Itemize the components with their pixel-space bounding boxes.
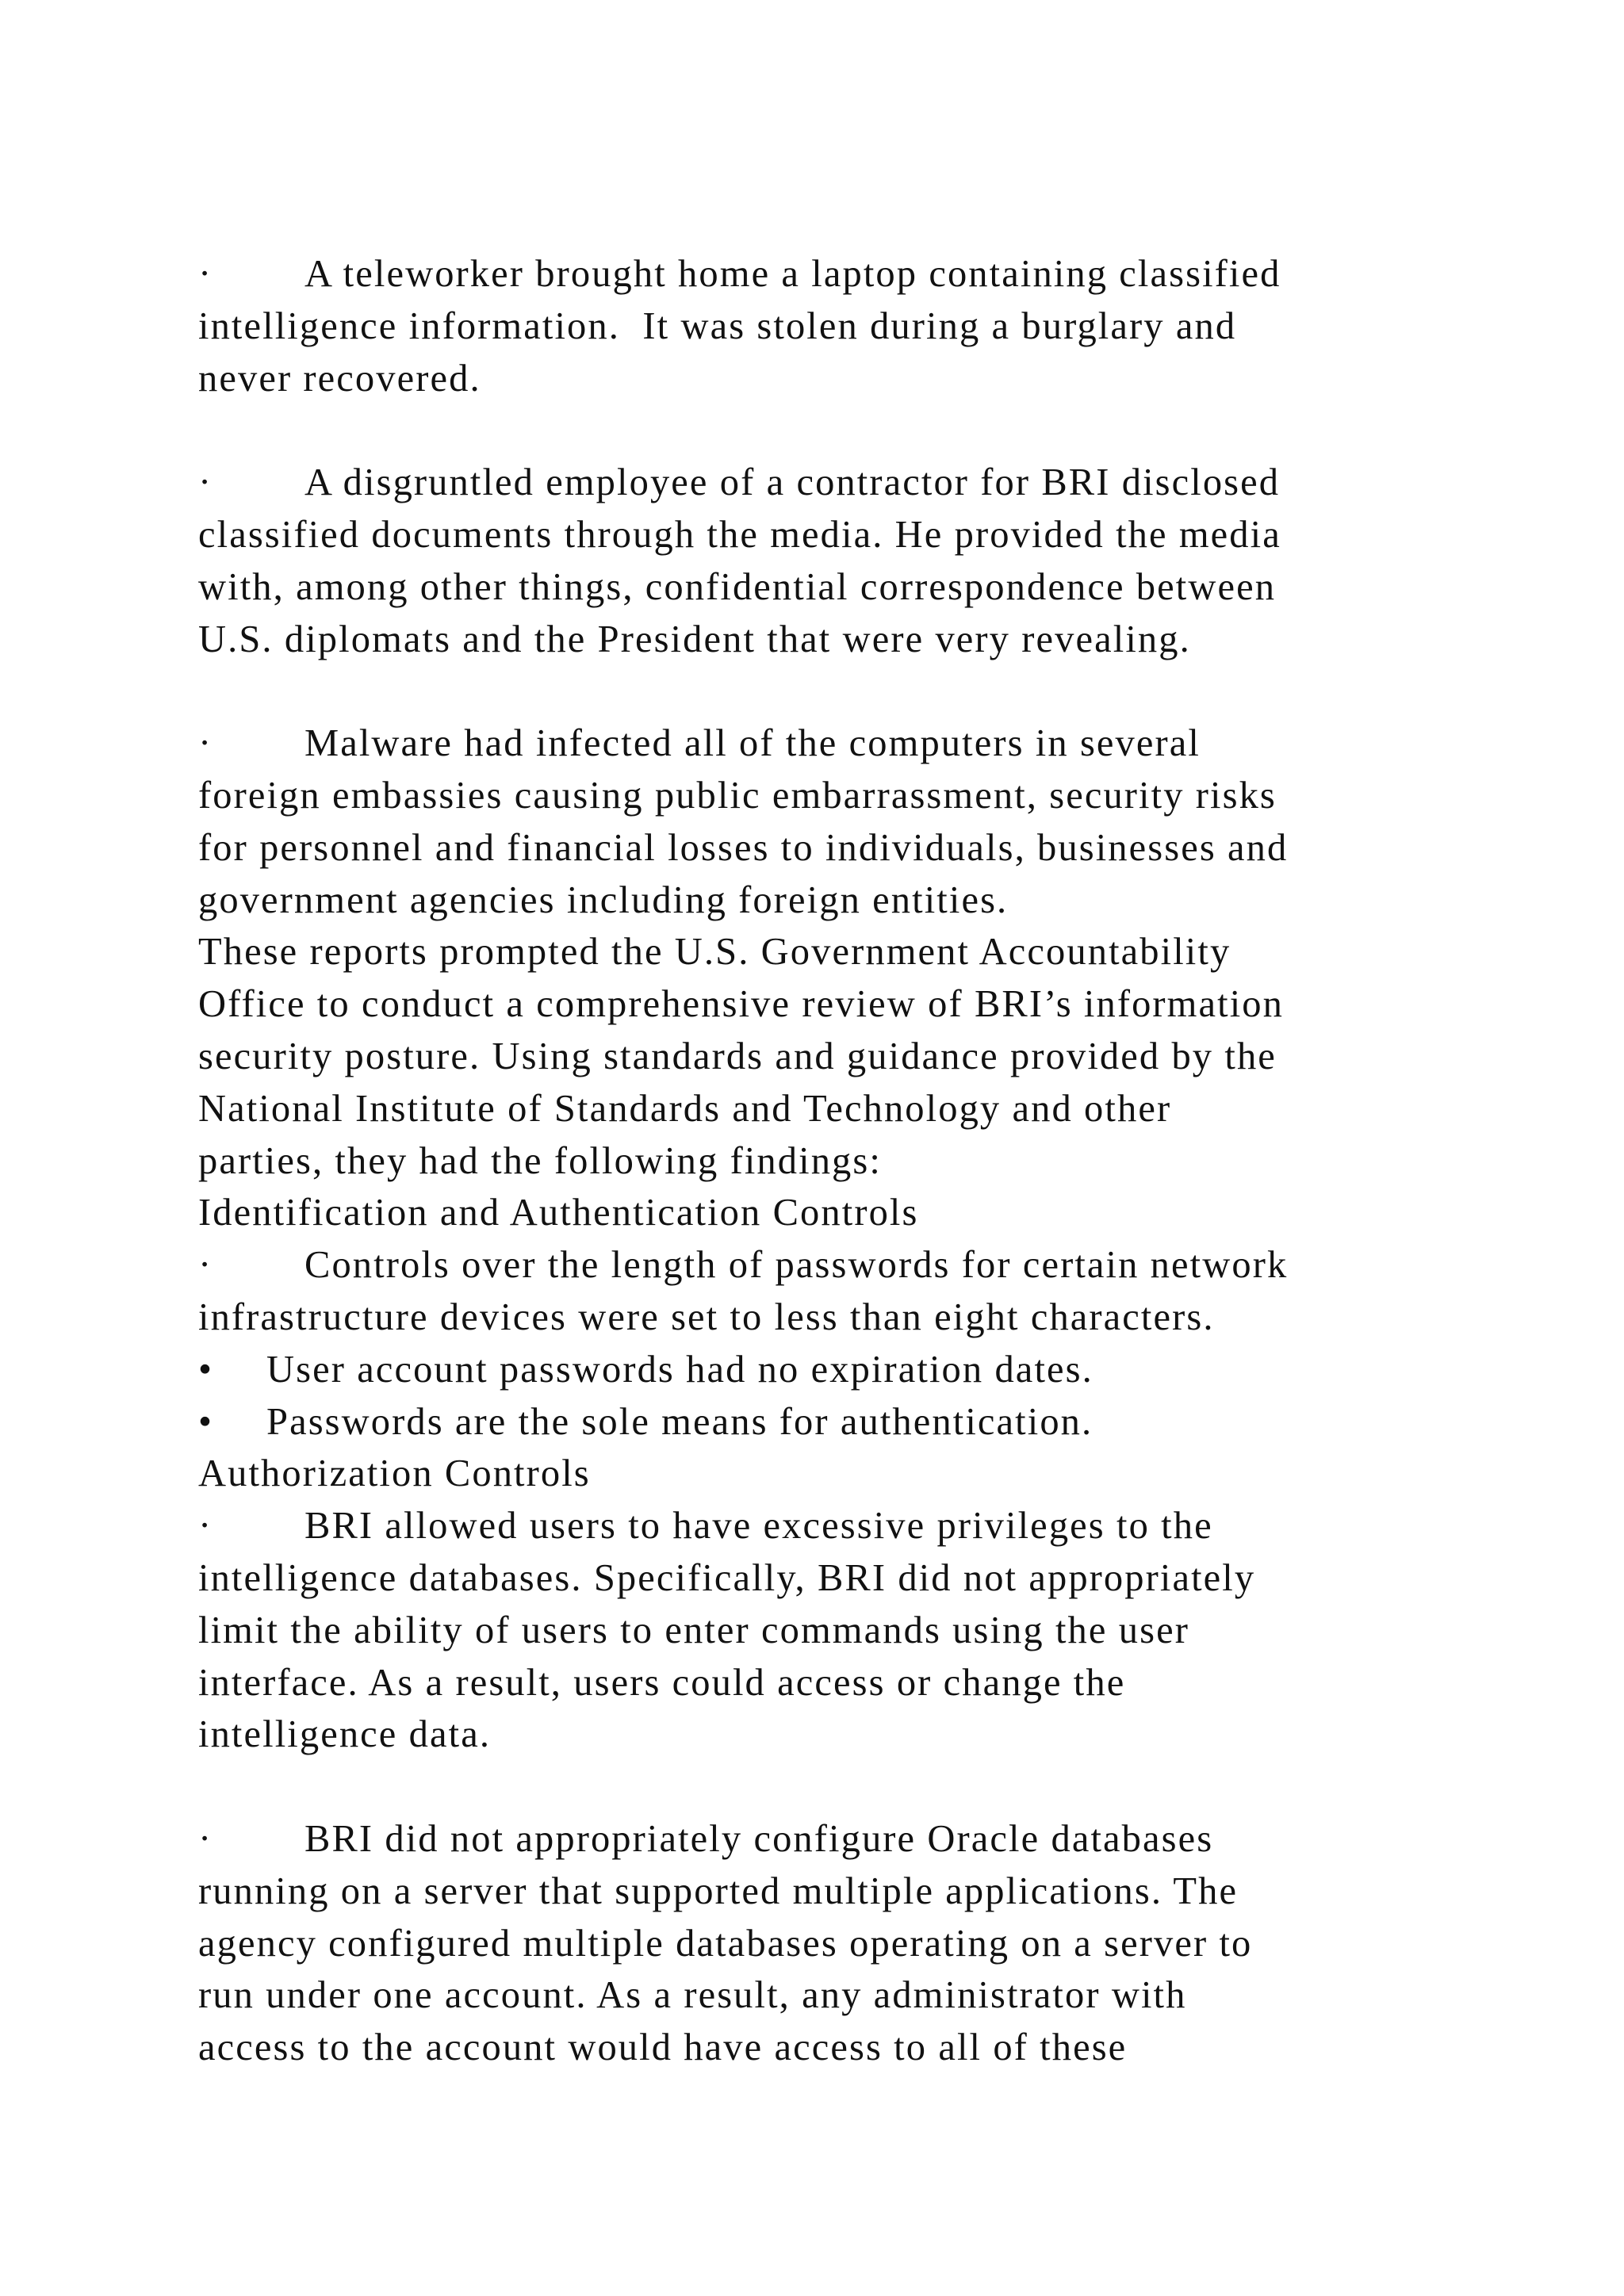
- paragraph: [198, 926, 1499, 1187]
- text-line: Office to conduct a comprehensive review of BRI’s information: [198, 983, 1284, 1026]
- section-heading: Identification and Authentication Controls: [198, 1192, 919, 1234]
- text-line: A teleworker brought home a laptop containing classified: [304, 253, 1281, 295]
- bullet-item: [198, 1813, 1499, 2074]
- paragraph-spacer: [198, 404, 1499, 457]
- text-line: Malware had infected all of the computers in several: [304, 722, 1201, 765]
- bullet-marker: ·: [198, 461, 213, 504]
- text-line: run under one account. As a result, any administrator with: [198, 1974, 1187, 2017]
- document-body: [198, 248, 1499, 2074]
- text-line: for personnel and financial losses to individuals, businesses and: [198, 826, 1289, 869]
- text-line: security posture. Using standards and guidance provided by the: [198, 1035, 1277, 1077]
- bullet-item: [198, 1344, 1499, 1396]
- text-line: intelligence databases. Specifically, BRI did not appropriately: [198, 1556, 1256, 1599]
- text-line: Passwords are the sole means for authentication.: [266, 1400, 1094, 1443]
- paragraph-spacer: [198, 1761, 1499, 1813]
- text-line: parties, they had the following findings:: [198, 1139, 882, 1182]
- paragraph-spacer: [198, 665, 1499, 718]
- section-heading: Authorization Controls: [198, 1452, 591, 1495]
- text-line: infrastructure devices were set to less than eight characters.: [198, 1295, 1215, 1338]
- bullet-marker: ·: [198, 1817, 213, 1860]
- bullet-item: [198, 718, 1499, 926]
- text-line: classified documents through the media. He provided the media: [198, 513, 1281, 556]
- bullet-marker: ·: [198, 722, 213, 765]
- text-line: agency configured multiple databases operating on a server to: [198, 1922, 1253, 1965]
- bullet-marker: •: [198, 1400, 214, 1443]
- bullet-item: [198, 1500, 1499, 1761]
- bullet-item: [198, 1396, 1499, 1448]
- text-line: limit the ability of users to enter commands using the user: [198, 1609, 1189, 1651]
- text-line: running on a server that supported multiple applications. The: [198, 1869, 1239, 1912]
- bullet-marker: •: [198, 1348, 214, 1391]
- text-line: never recovered.: [198, 357, 481, 400]
- bullet-item: [198, 457, 1499, 665]
- text-line: access to the account would have access to all of these: [198, 2026, 1128, 2069]
- text-line: A disgruntled employee of a contractor for BRI disclosed: [304, 461, 1281, 504]
- text-line: BRI did not appropriately configure Oracle databases: [304, 1817, 1214, 1860]
- text-line: with, among other things, confidential correspondence between: [198, 565, 1277, 608]
- text-line: BRI allowed users to have excessive privileges to the: [304, 1505, 1213, 1548]
- bullet-item: [198, 248, 1499, 404]
- text-line: interface. As a result, users could access or change the: [198, 1661, 1126, 1704]
- text-line: U.S. diplomats and the President that were very revealing.: [198, 618, 1191, 660]
- text-line: intelligence information. It was stolen during a burglary and: [198, 304, 1237, 347]
- bullet-marker: ·: [198, 1244, 213, 1287]
- bullet-marker: ·: [198, 1505, 213, 1548]
- text-line: National Institute of Standards and Technology and other: [198, 1087, 1172, 1130]
- text-line: government agencies including foreign entities.: [198, 878, 1009, 921]
- text-line: intelligence data.: [198, 1713, 492, 1756]
- bullet-item: [198, 1239, 1499, 1344]
- bullet-marker: ·: [198, 253, 213, 295]
- text-line: foreign embassies causing public embarrassment, security risks: [198, 774, 1277, 817]
- text-line: These reports prompted the U.S. Government Accountability: [198, 931, 1231, 974]
- text-line: Controls over the length of passwords for certain network: [304, 1244, 1289, 1287]
- text-line: User account passwords had no expiration dates.: [266, 1348, 1094, 1391]
